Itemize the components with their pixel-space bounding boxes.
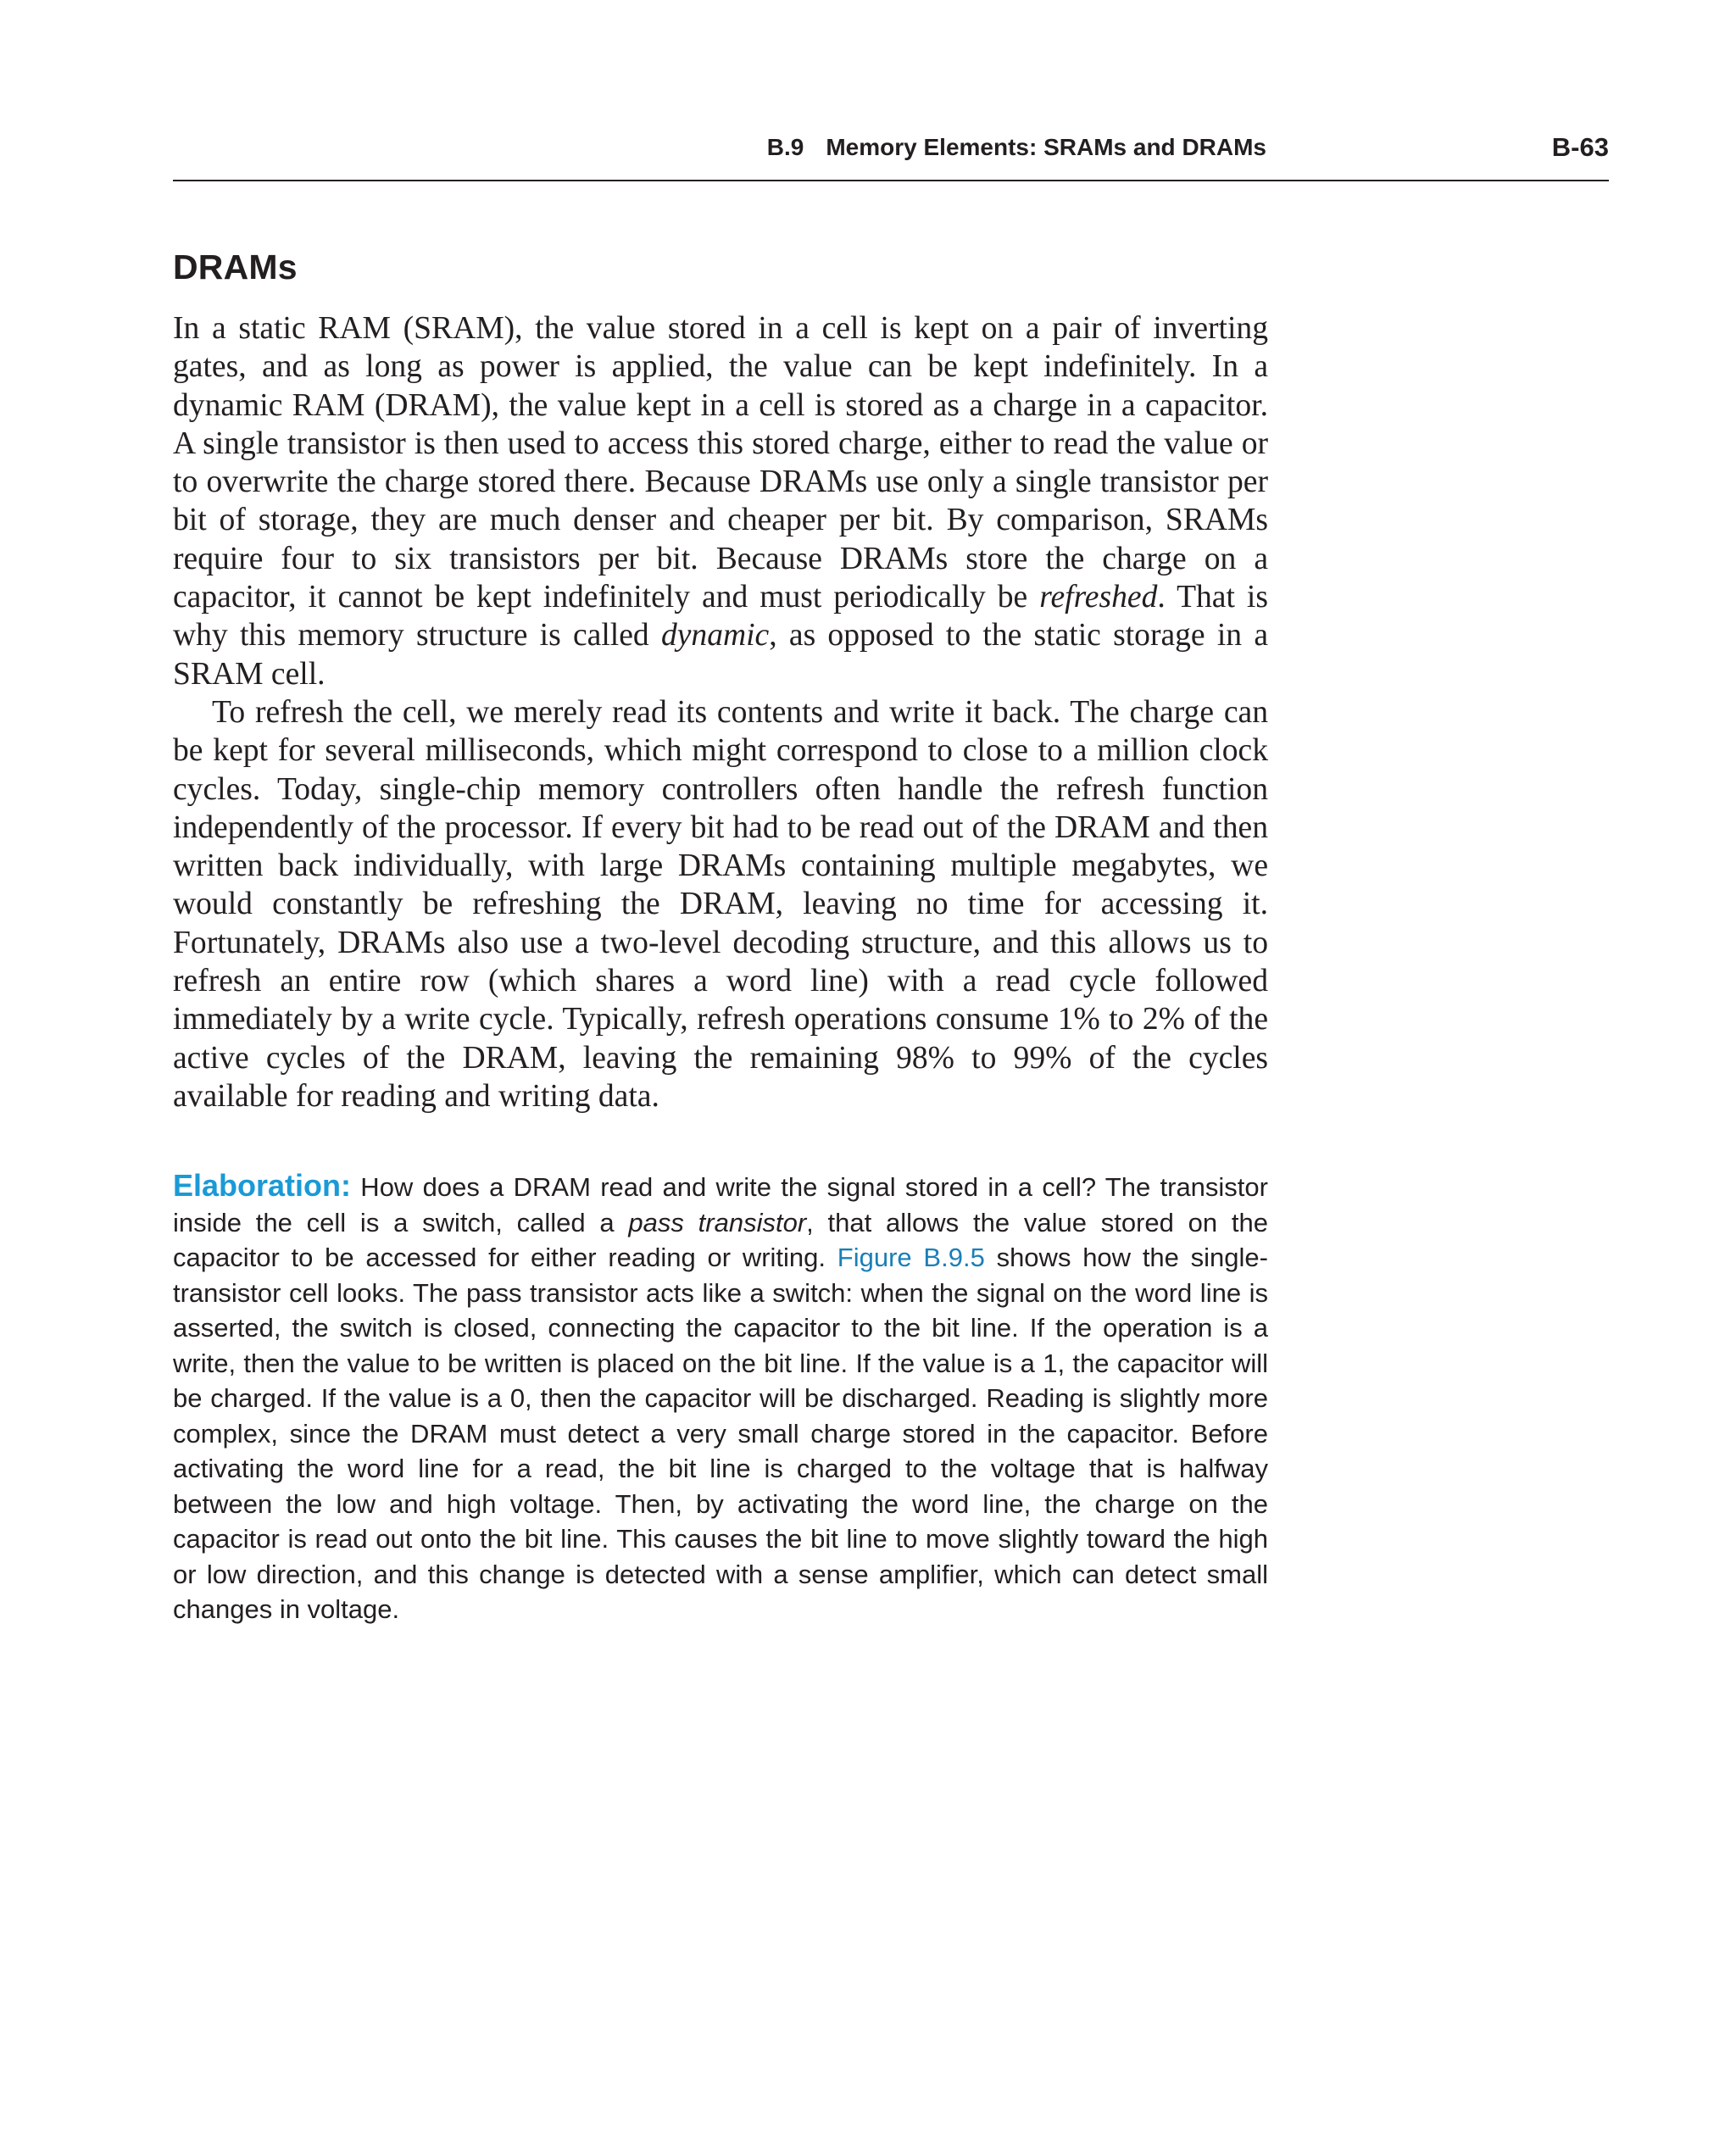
body-text (173, 309, 1268, 1115)
elaboration-text-c: shows how the single-transistor cell looks. The pass transistor acts like a switch: when the signal on the word line is asserted, the switch is closed, connecting the capacitor to the bit line. If the operation is a write, then the value to be written is placed on the bit line. If the value is a 1, the capacitor will be charged. If the value is a 0, then the capacitor will be discharged. Reading is slightly more complex, since the DRAM must detect a very small charge stored in the capacitor. Before activating the word line for a read, the bit line is charged to the voltage that is halfway between the low and high voltage. Then, by activating the word line, the charge on the capacitor is read out onto the bit line. This causes the bit line to move slightly toward the high or low direction, and this change is detected with a sense amplifier, which can detect small changes in voltage. (173, 1243, 1268, 1624)
page-number: B-63 (1551, 132, 1609, 162)
term-pass-transistor: pass transistor (628, 1207, 807, 1237)
paragraph-1 (173, 309, 1268, 693)
elaboration-block (173, 1168, 1268, 1627)
figure-link[interactable]: Figure B.9.5 (837, 1243, 985, 1272)
paragraph-1-text-a: In a static RAM (SRAM), the value stored in a cell is kept on a pair of inverting gates, and as long as power is applied, the value can be kept indefinitely. In a dynamic RAM (DRAM), the value kept in a cell is stored as a charge in a capacitor. A single transistor is then used to access this stored charge, either to read the value or to overwrite the charge stored there. Because DRAMs use only a single transistor per bit of storage, they are much denser and cheaper per bit. By comparison, SRAMs require four to six transistors per bit. Because DRAMs store the charge on a capacitor, it cannot be kept indefinitely and must periodically be (173, 311, 1268, 615)
section-title: Memory Elements: SRAMs and DRAMs (826, 134, 1266, 160)
elaboration-text-b: , that allows the value stored on the capacitor to be accessed for either reading or writing. (173, 1207, 1268, 1272)
elaboration-label: Elaboration: (173, 1168, 352, 1203)
running-head-section (767, 134, 1266, 161)
section-heading: DRAMs (173, 247, 298, 286)
header-rule (173, 180, 1609, 181)
paragraph-1-text-b: . That is why this memory structure is called (173, 580, 1268, 653)
term-refreshed: refreshed (1039, 580, 1158, 615)
running-head (173, 134, 1609, 168)
term-dynamic: dynamic (660, 618, 770, 653)
paragraph-1-text-c: , as opposed to the static storage in a SRAM cell. (173, 618, 1268, 692)
paragraph-2: To refresh the cell, we merely read its contents and write it back. The charge can be kept for several milliseconds, which might correspond to close to a million clock cycles. Today, single-chip memory controllers often handle the refresh function independently of the processor. If every bit had to be read out of the DRAM and then written back individually, with large DRAMs containing multiple megabytes, we would constantly be refreshing the DRAM, leaving no time for accessing it. Fortunately, DRAMs also use a two-level decoding structure, and this allows us to refresh an entire row (which shares a word line) with a read cycle followed immediately by a write cycle. Typically, refresh operations consume 1% to 2% of the active cycles of the DRAM, leaving the remaining 98% to 99% of the cycles available for reading and writing data. (173, 694, 1268, 1114)
elaboration-text-a: How does a DRAM read and write the signal stored in a cell? The transistor inside the cell is a switch, called a (173, 1172, 1268, 1237)
section-number: B.9 (766, 134, 804, 160)
